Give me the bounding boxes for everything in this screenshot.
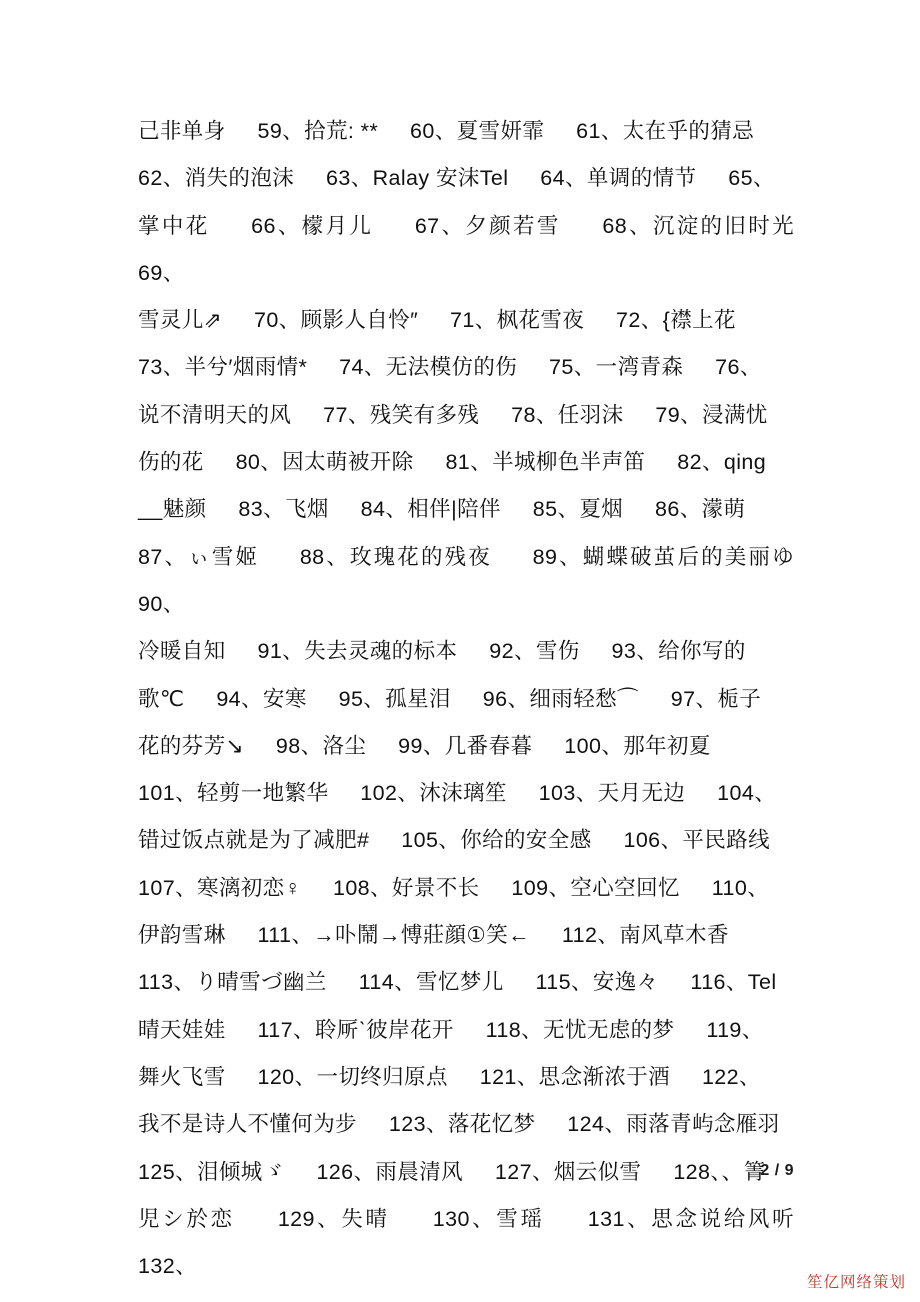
text-line: 错过饭点就是为了减肥# 105、你给的安全感 106、平民路线 [138,828,771,853]
text-line: 说不清明天的风 77、残笑有多残 78、任羽沫 79、浸满忧 [138,402,768,427]
text-line: 己非单身 59、拾荒: ** 60、夏雪妍霏 61、太在乎的猜忌 [138,119,755,143]
text-line: __魅颜 83、飞烟 84、相伴|陪伴 85、夏烟 86、濛萌 [138,497,746,522]
document-text-body [138,108,826,1290]
text-line: 歌℃ 94、安寒 95、孤星泪 96、细雨轻愁⌒ 97、栀子 [138,686,762,711]
watermark: 笙亿网络策划 [806,1273,906,1291]
text-line: 掌中花 66、檬月儿 67、夕颜若雪 68、沉淀的旧时光 69、 [138,213,826,285]
text-line: 伤的花 80、因太萌被开除 81、半城柳色半声笛 82、qing [138,450,767,475]
text-line: 107、寒漓初恋♀ 108、好景不长 109、空心空回忆 110、 [138,875,770,900]
text-line: 伊韵雪琳 111、→卟鬧→愽莊顔①笑← 112、南风草木香 [138,923,729,948]
text-line: 101、轻剪一地繁华 102、沐沫璃笙 103、天月无边 104、 [138,781,777,806]
text-line: 113、り晴雪づ幽兰 114、雪忆梦儿 115、安逸々 116、Tel [138,970,777,995]
text-line: 花的芬芳↘ 98、洛尘 99、几番春暮 100、那年初夏 [138,733,711,758]
text-line: 舞火飞雪 120、一切终归原点 121、思念渐浓于酒 122、 [138,1064,761,1089]
text-line: 晴天娃娃 117、聆厛ˋ彼岸花开 118、无忧无虑的梦 119、 [138,1017,764,1042]
text-line: 雪灵儿⇗ 70、顾影人自怜″ 71、枫花雪夜 72、{襟上花 [138,308,736,333]
text-line: 児シ於恋 129、失晴 130、雪瑶 131、思念说给风听 132、 [138,1206,826,1279]
text-line: 87、ぃ雪姬 88、玫瑰花的残夜 89、蝴蝶破茧后的美丽ゆ 90、 [138,544,826,616]
text-line: 我不是诗人不懂何为步 123、落花忆梦 124、雨落青屿念雁羽 [138,1112,780,1137]
text-line: 冷暖自知 91、失去灵魂的标本 92、雪伤 93、给你写的 [138,639,746,664]
text-line: 125、泪倾城ゞ 126、雨晨清风 127、烟云似雪 128、、箐 [138,1159,766,1184]
text-line: 62、消失的泡沫 63、Ralay 安沫Tel 64、单调的情节 65、 [138,166,775,191]
text-line: 73、半兮′烟雨情* 74、无法模仿的伤 75、一湾青森 76、 [138,355,762,380]
page-number: 2 / 9 [760,1162,794,1179]
